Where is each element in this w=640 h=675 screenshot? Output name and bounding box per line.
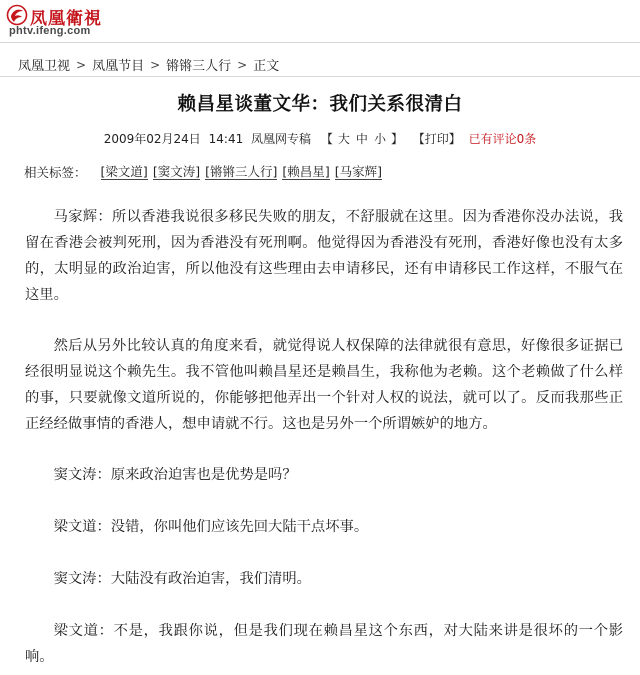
breadcrumb-separator: >	[237, 57, 248, 72]
tag-link[interactable]: [ 马家辉 ]	[335, 164, 382, 180]
paragraph: 窦文涛：原来政治迫害也是优势是吗？	[53, 467, 297, 483]
font-size-small[interactable]: 小	[373, 132, 386, 146]
breadcrumb-separator: >	[76, 57, 87, 72]
article-source: 凤凰网专稿	[251, 132, 312, 146]
font-size-bracket-open: 【	[320, 132, 333, 146]
phoenix-logo-icon	[6, 4, 28, 26]
site-logo[interactable]	[6, 4, 126, 38]
tag-link[interactable]: [ 锵锵三人行 ]	[205, 164, 277, 180]
font-size-bracket-close: 】	[390, 132, 403, 146]
tag-link[interactable]: [ 赖昌星 ]	[282, 164, 329, 180]
paragraph: 然后从另外比较认真的角度来看，就觉得说人权保障的法律就很有意思，好像很多证据已经很明显说这个赖先生。我不管他叫赖昌星还是赖昌生，我称他为老赖。这个老赖做了什么样的事，只要就像文道所说的，你能够把他弄出一个针对人权的说法，就可以了。反而我那些正正经经做事情的香港人，想申请就不行。这也是另外一个所谓嫉妒的地方。	[25, 338, 623, 432]
breadcrumb-separator: >	[150, 57, 161, 72]
font-size-large[interactable]: 大	[337, 132, 350, 146]
paragraph: 梁文道：不是，我跟你说，但是我们现在赖昌星这个东西，对大陆来讲是很坏的一个影响。	[25, 623, 623, 665]
paragraph: 马家辉：所以香港我说很多移民失败的朋友，不舒服就在这里。因为香港你没办法说，我留在香港会被判死刑，因为香港没有死刑啊。他觉得因为香港没有死刑，香港好像也没有太多的，太明显的政治迫害，所以他没有这些理由去申请移民，还有申请移民工作这样，不服气在这里。	[25, 209, 623, 303]
header-divider	[0, 42, 640, 43]
site-header	[0, 0, 640, 40]
breadcrumb-divider	[0, 76, 640, 77]
related-tags	[24, 163, 387, 181]
comments-link[interactable]: 已有评论0条	[468, 132, 537, 146]
breadcrumb-item-programs[interactable]: 凤凰节目	[92, 59, 145, 74]
breadcrumb-item-current: 正文	[253, 59, 280, 74]
logo-text: 凤凰衛視	[30, 9, 102, 29]
article-time: 14:41	[208, 132, 244, 146]
article-body	[25, 204, 623, 675]
breadcrumb-item-phoenix-tv[interactable]: 凤凰卫视	[18, 59, 71, 74]
breadcrumb	[18, 55, 279, 74]
font-size-control	[319, 132, 405, 146]
article-meta	[0, 130, 640, 147]
paragraph: 梁文道：没错，你叫他们应该先回大陆干点坏事。	[53, 519, 369, 535]
font-size-medium[interactable]: 中	[355, 132, 368, 146]
tags-label: 相关标签：	[24, 165, 87, 180]
tag-link[interactable]: [ 窦文涛 ]	[153, 164, 200, 180]
article-date: 2009年02月24日	[103, 132, 201, 146]
breadcrumb-item-show[interactable]: 锵锵三人行	[166, 59, 232, 74]
logo-url: phtv.ifeng.com	[9, 25, 91, 37]
paragraph: 窦文涛：大陆没有政治迫害，我们清明。	[53, 571, 311, 587]
print-link[interactable]: 【打印】	[412, 132, 461, 146]
article-title: 赖昌星谈董文华：我们关系很清白	[177, 94, 463, 115]
tag-link[interactable]: [ 梁文道 ]	[101, 164, 148, 180]
